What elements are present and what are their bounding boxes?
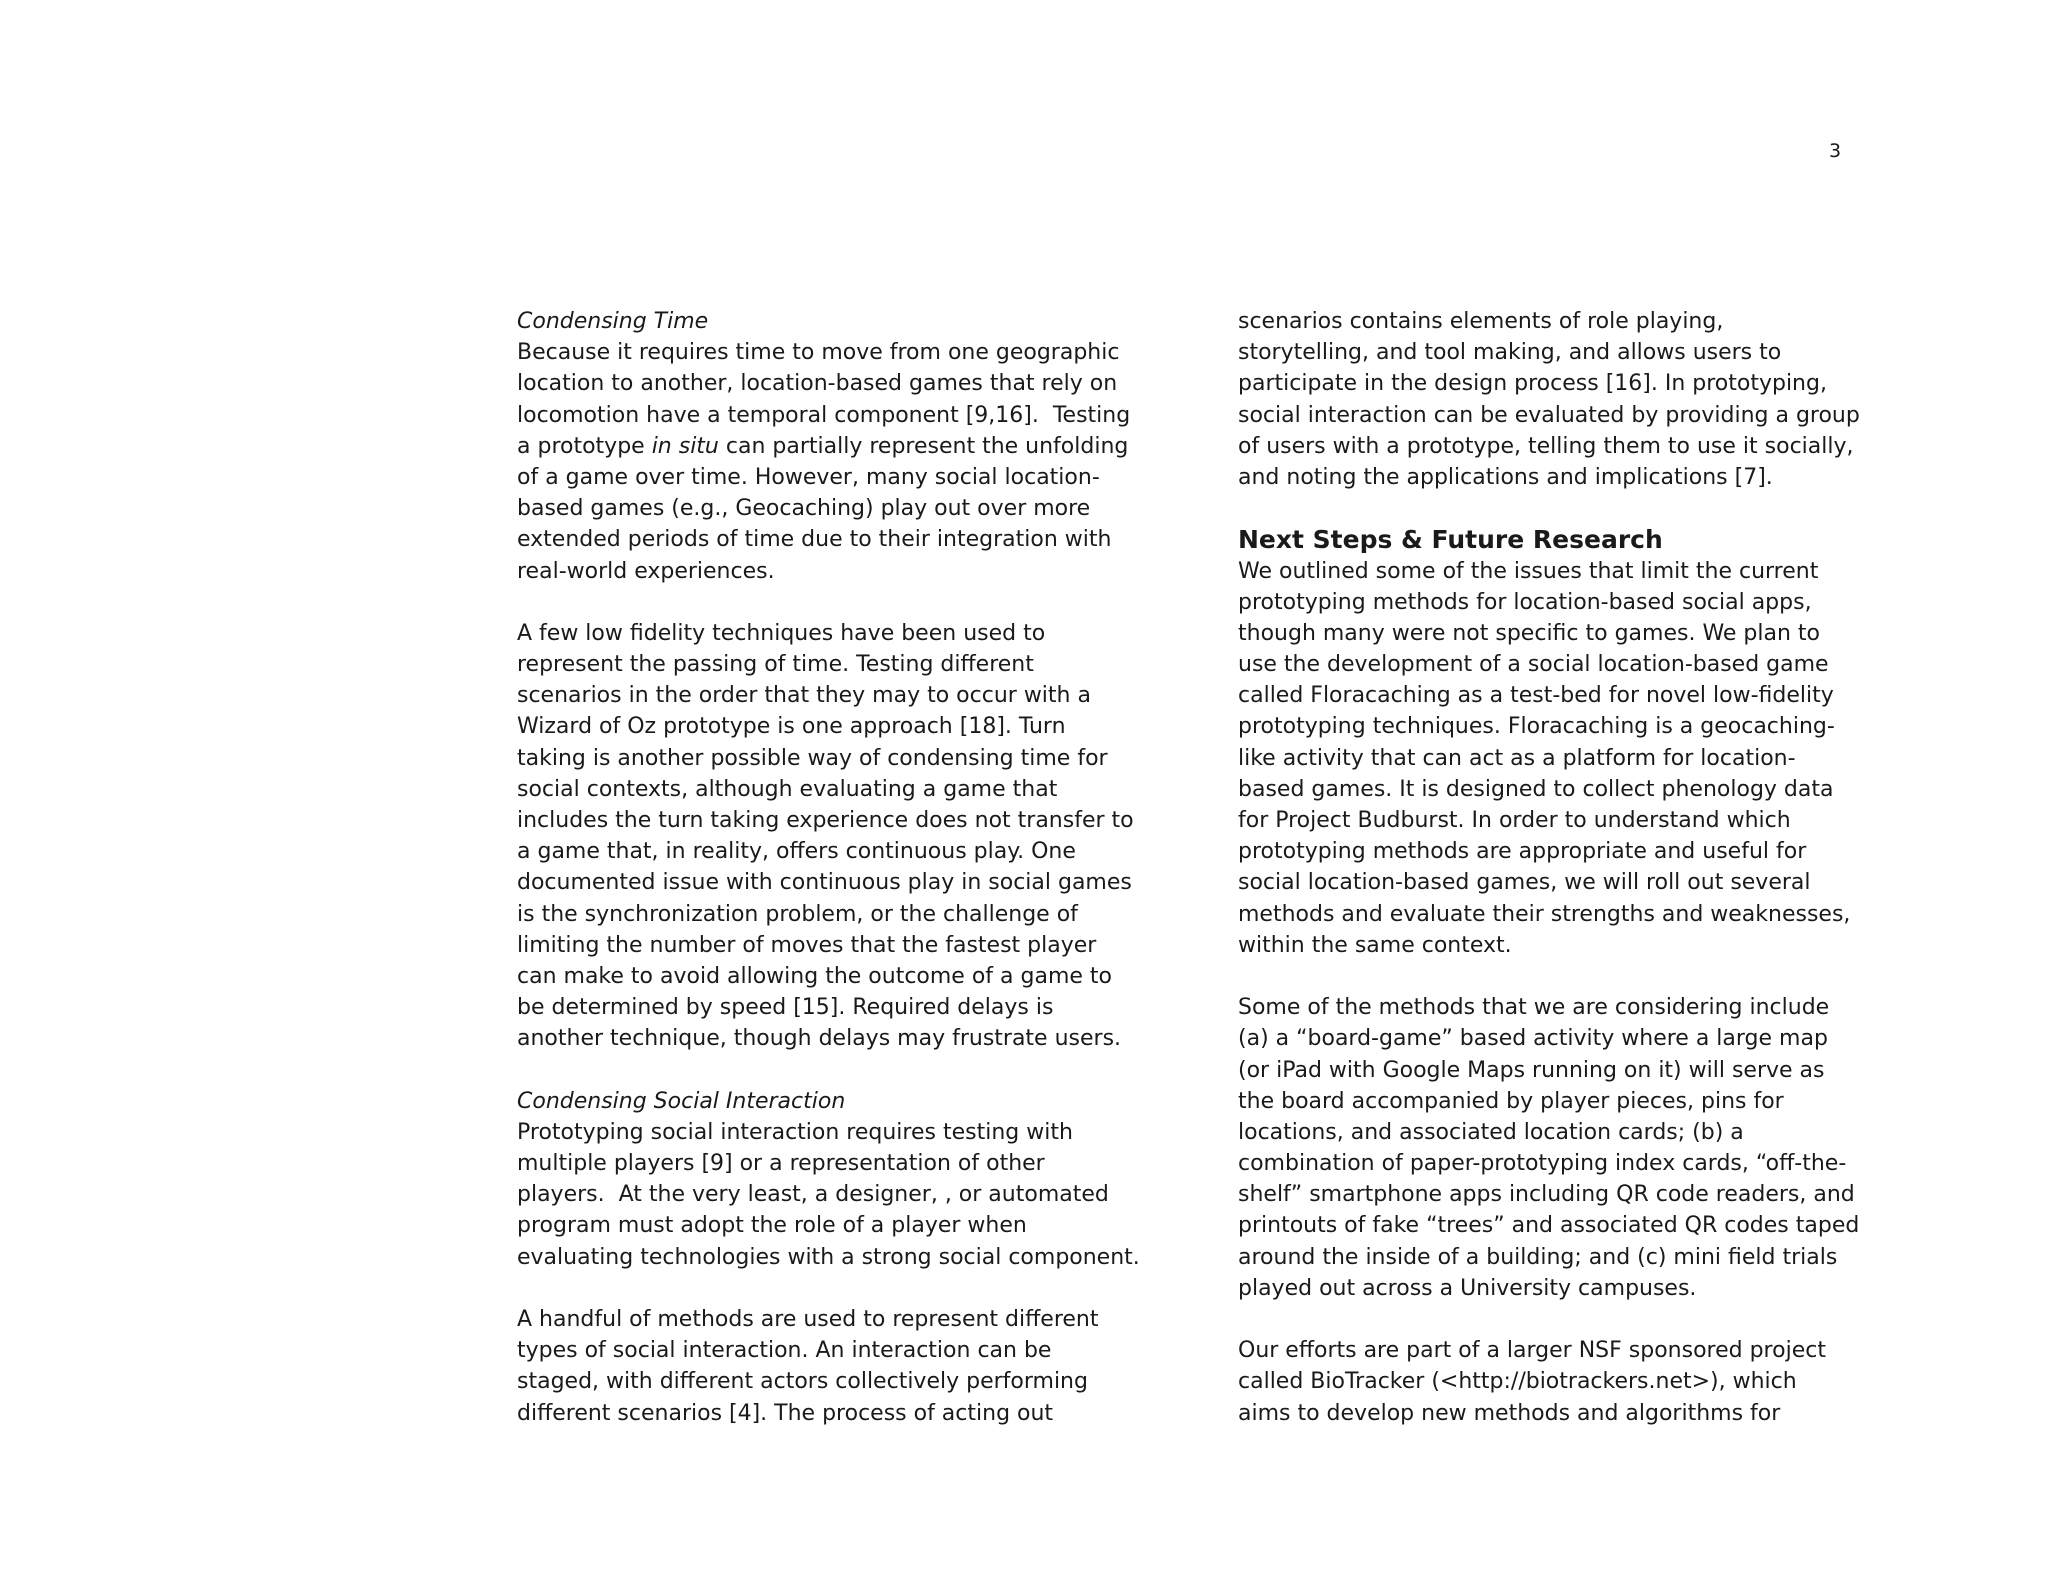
text-line: location to another, location-based games that rely on xyxy=(517,371,1118,397)
paragraph-condensing-time xyxy=(517,337,1157,587)
text-line: called Floracaching as a test-bed for novel low-fidelity xyxy=(1238,683,1834,709)
text-line: use the development of a social location-based game xyxy=(1238,652,1829,678)
text-line: Some of the methods that we are considering include xyxy=(1238,995,1830,1021)
text-line: of users with a prototype, telling them to use it socially, xyxy=(1238,433,1854,459)
text-line: aims to develop new methods and algorithms for xyxy=(1238,1400,1781,1426)
text-line: and noting the applications and implications [7]. xyxy=(1238,464,1773,490)
text-line: can make to avoid allowing the outcome of a game to xyxy=(517,963,1112,989)
text-line: scenarios in the order that they may to occur with a xyxy=(517,683,1091,709)
text-line: like activity that can act as a platform for location- xyxy=(1238,745,1796,771)
text-line: called BioTracker (<http://biotrackers.net>), which xyxy=(1238,1369,1797,1395)
text-run: a prototype xyxy=(517,433,652,459)
text-line: staged, with different actors collectively performing xyxy=(517,1369,1088,1395)
text-line: social interaction can be evaluated by providing a group xyxy=(1238,402,1860,428)
text-line: scenarios contains elements of role playing, xyxy=(1238,309,1724,334)
text-line: social location-based games, we will roll out several xyxy=(1238,870,1811,896)
text-line: extended periods of time due to their integration with xyxy=(517,527,1112,553)
text-line: of a game over time. However, many social location- xyxy=(517,464,1100,490)
text-line: locations, and associated location cards; (b) a xyxy=(1238,1119,1744,1145)
condensing-time-heading: Condensing Time xyxy=(517,309,709,334)
paragraph-biotracker xyxy=(1238,1335,1878,1429)
text-line: prototyping techniques. Floracaching is a geocaching- xyxy=(1238,714,1835,740)
text-line: Our efforts are part of a larger NSF sponsored project xyxy=(1238,1338,1826,1364)
text-line: based games (e.g., Geocaching) play out over more xyxy=(517,496,1091,522)
paragraph-handful-methods xyxy=(517,1304,1157,1429)
text-line: taking is another possible way of condensing time for xyxy=(517,745,1108,771)
text-line: We outlined some of the issues that limit the current xyxy=(1238,558,1819,584)
text-line: multiple players [9] or a representation of other xyxy=(517,1151,1045,1177)
text-line: combination of paper-prototyping index cards, “off-the- xyxy=(1238,1151,1847,1177)
paragraph-low-fidelity xyxy=(517,618,1157,1055)
text-line: (a) a “board-game” based activity where a large map xyxy=(1238,1026,1828,1052)
text-line: documented issue with continuous play in social games xyxy=(517,870,1132,896)
text-line: different scenarios [4]. The process of acting out xyxy=(517,1400,1054,1426)
text-line: played out across a University campuses. xyxy=(1238,1275,1697,1301)
text-run: can partially represent the unfolding xyxy=(718,433,1129,459)
paragraph-scenarios xyxy=(1238,306,1878,493)
text-line: prototyping methods for location-based social apps, xyxy=(1238,589,1812,615)
text-line: real-world experiences. xyxy=(517,558,775,584)
italic-term: in situ xyxy=(651,433,719,459)
text-line: the board accompanied by player pieces, pins for xyxy=(1238,1088,1784,1114)
text-line: (or iPad with Google Maps running on it) will serve as xyxy=(1238,1057,1825,1083)
paragraph-methods-considering xyxy=(1238,992,1878,1304)
text-line: limiting the number of moves that the fastest player xyxy=(517,932,1097,958)
text-line: Prototyping social interaction requires testing with xyxy=(517,1119,1073,1145)
text-line: is the synchronization problem, or the challenge of xyxy=(517,901,1078,927)
text-line: within the same context. xyxy=(1238,932,1512,958)
text-line: locomotion have a temporal component [9,16]. Testing xyxy=(517,402,1131,428)
text-line: prototyping methods are appropriate and useful for xyxy=(1238,839,1807,865)
text-line: includes the turn taking experience does not transfer to xyxy=(517,808,1134,833)
text-line: participate in the design process [16]. In prototyping, xyxy=(1238,371,1827,397)
paragraph-next-steps xyxy=(1238,556,1878,961)
text-line: players. At the very least, a designer, , or automated xyxy=(517,1182,1109,1208)
page-number: 3 xyxy=(1829,140,1842,162)
text-line: for Project Budburst. In order to understand which xyxy=(1238,808,1791,833)
text-line: Wizard of Oz prototype is one approach [18]. Turn xyxy=(517,714,1066,740)
text-line: represent the passing of time. Testing different xyxy=(517,652,1034,678)
text-line: though many were not specific to games. We plan to xyxy=(1238,620,1821,646)
text-line: methods and evaluate their strengths and weaknesses, xyxy=(1238,901,1851,927)
text-line: types of social interaction. An interaction can be xyxy=(517,1338,1052,1364)
left-column xyxy=(517,306,1157,1429)
text-line: be determined by speed [15]. Required delays is xyxy=(517,995,1054,1021)
text-line: a game that, in reality, offers continuous play. One xyxy=(517,839,1076,865)
condensing-social-heading: Condensing Social Interaction xyxy=(517,1088,846,1114)
text-line: A handful of methods are used to represent different xyxy=(517,1307,1099,1332)
text-line: program must adopt the role of a player when xyxy=(517,1213,1027,1239)
text-line: printouts of fake “trees” and associated QR codes taped xyxy=(1238,1213,1860,1239)
text-line: another technique, though delays may frustrate users. xyxy=(517,1026,1122,1052)
text-line: around the inside of a building; and (c) mini field trials xyxy=(1238,1244,1838,1270)
text-line: based games. It is designed to collect phenology data xyxy=(1238,776,1834,802)
text-line: social contexts, although evaluating a game that xyxy=(517,776,1058,802)
text-line: storytelling, and tool making, and allows users to xyxy=(1238,340,1782,366)
next-steps-heading: Next Steps & Future Research xyxy=(1238,525,1663,555)
text-line: evaluating technologies with a strong social component. xyxy=(517,1244,1140,1270)
text-line xyxy=(517,431,1157,462)
text-line: A few low fidelity techniques have been used to xyxy=(517,620,1046,646)
right-column xyxy=(1238,306,1878,1429)
text-line: Because it requires time to move from one geographic xyxy=(517,340,1120,366)
text-line: shelf” smartphone apps including QR code readers, and xyxy=(1238,1182,1855,1208)
paragraph-social-interaction xyxy=(517,1117,1157,1273)
